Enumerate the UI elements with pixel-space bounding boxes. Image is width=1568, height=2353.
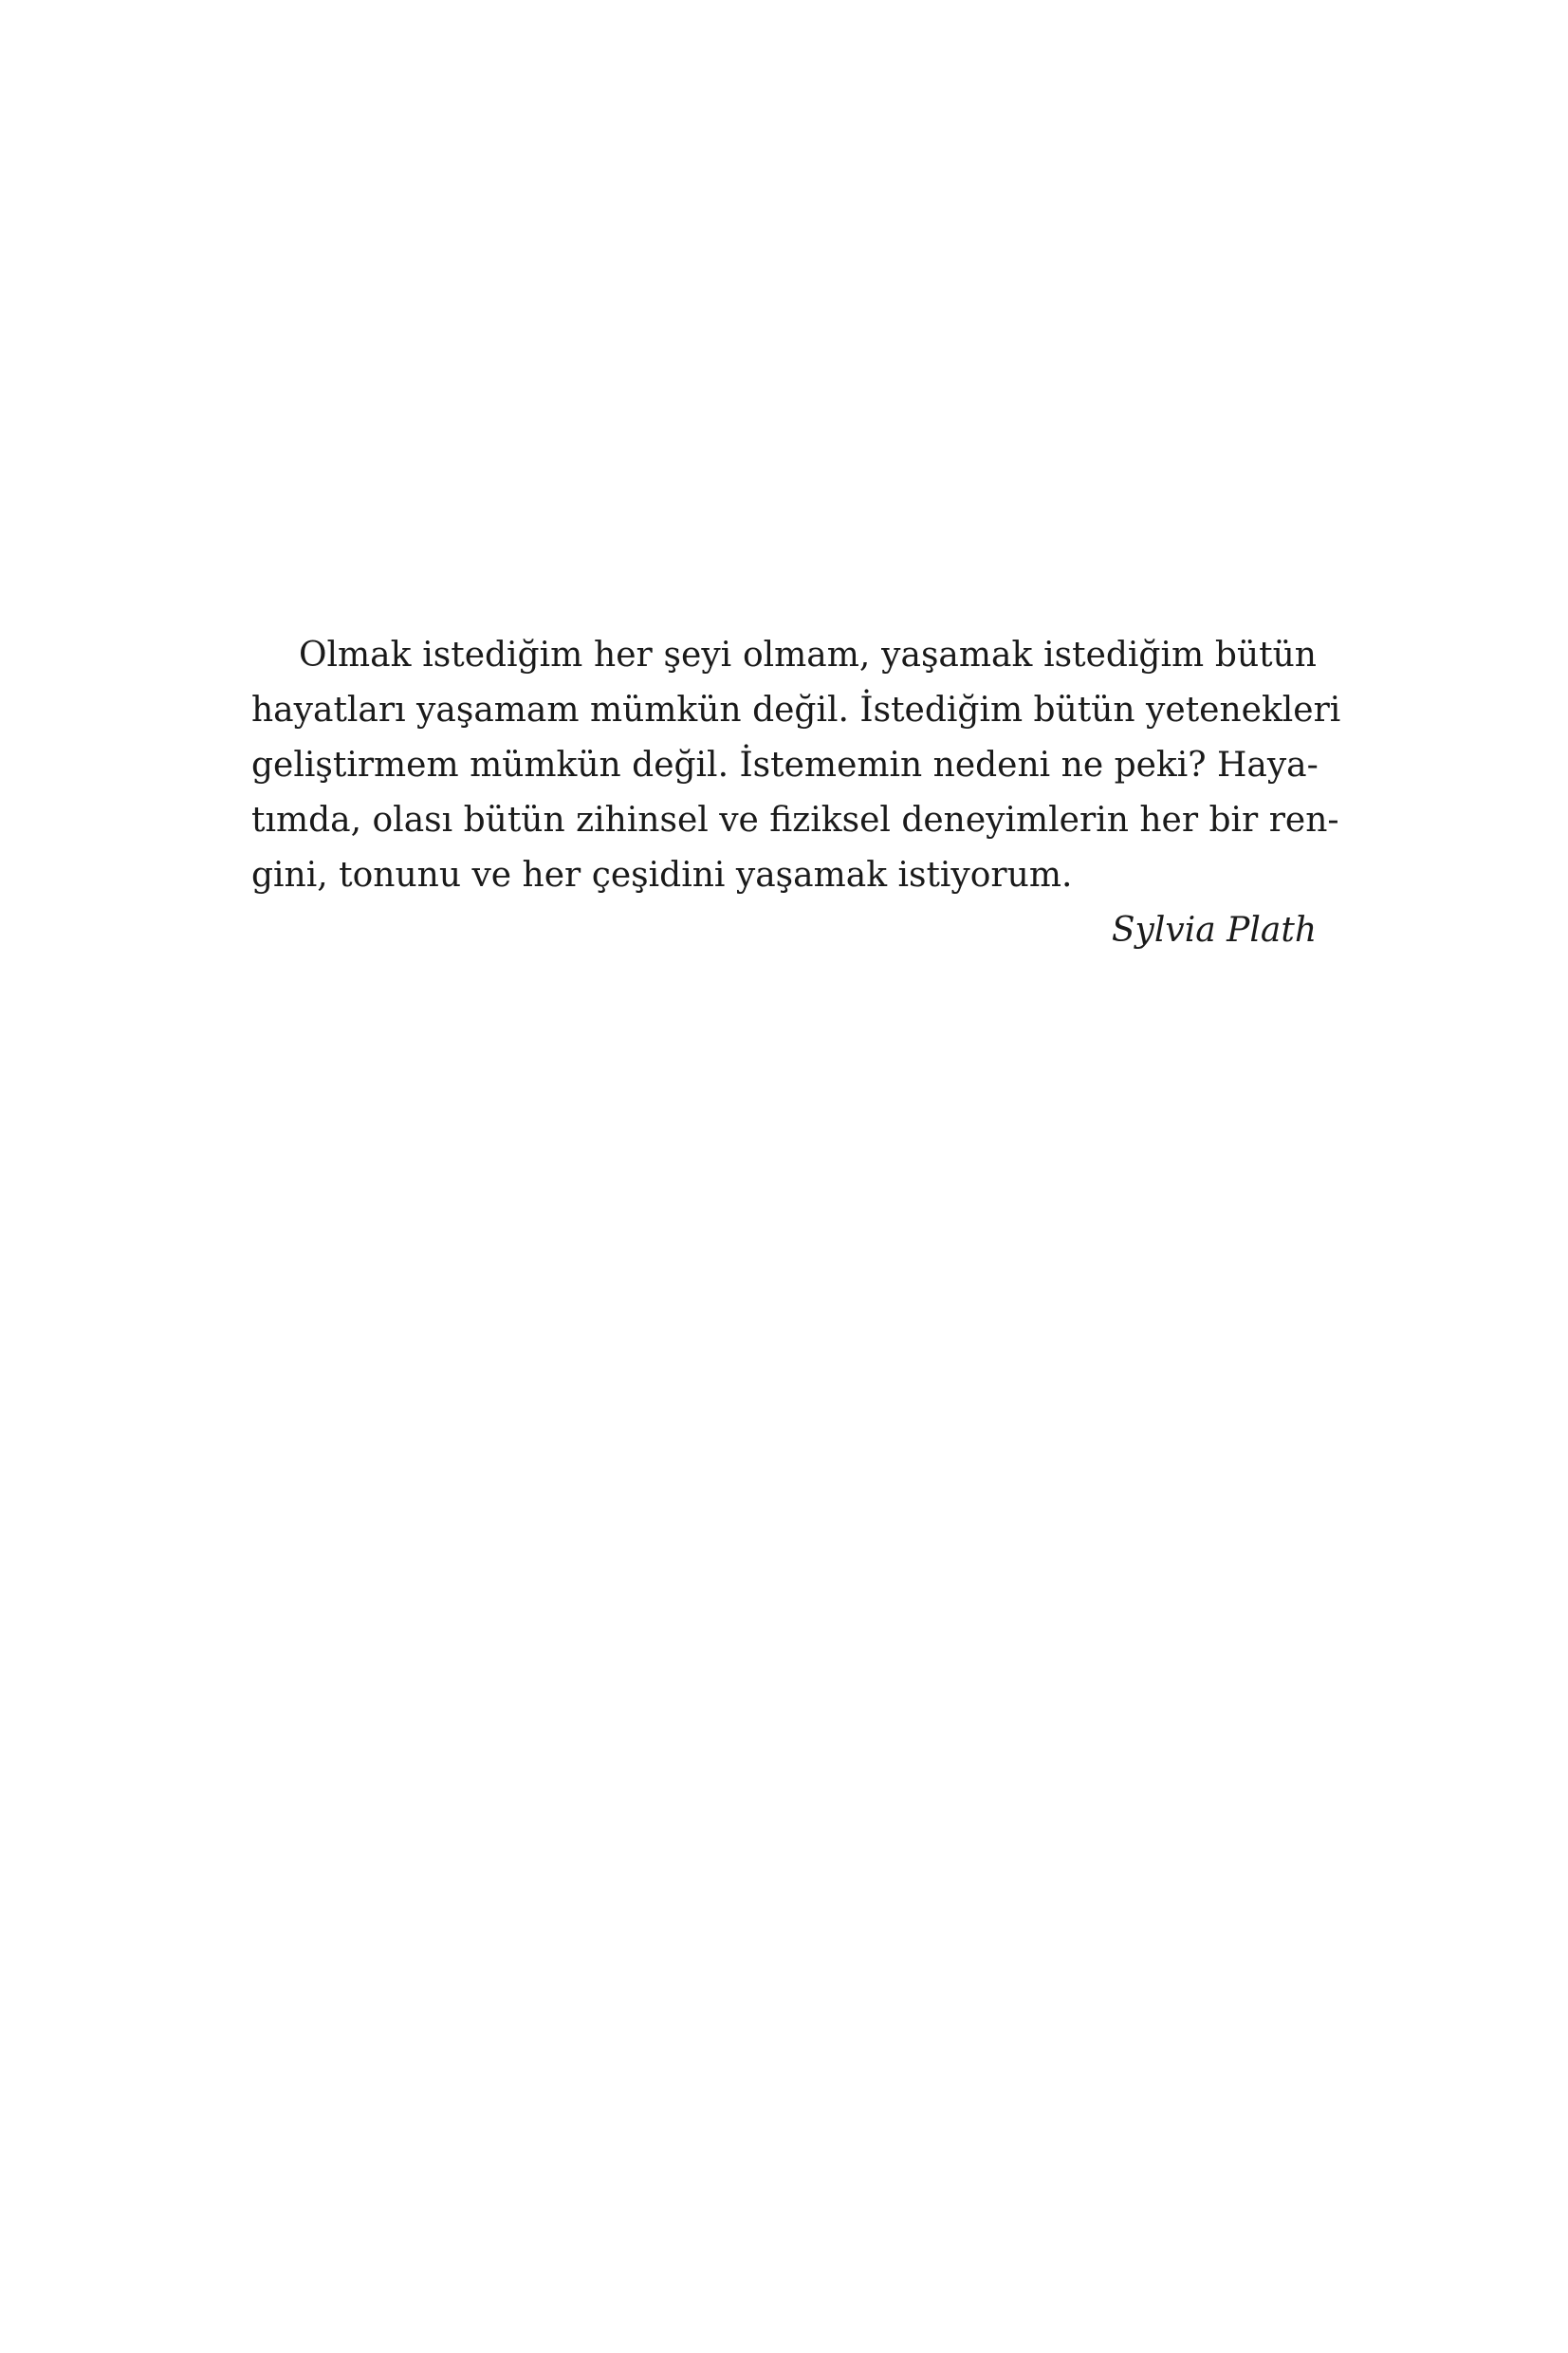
quote-line: hayatları yaşamam mümkün değil. İstediğim bütün yetenekleri: [251, 691, 1341, 730]
epigraph-quote: [251, 628, 1341, 958]
quote-line: Olmak istediğim her şeyi olmam, yaşamak istediğim bütün: [299, 636, 1317, 675]
quote-line: geliştirmem mümkün değil. İstememin nedeni ne peki? Haya-: [251, 746, 1319, 785]
quote-line: gini, tonunu ve her çeşidini yaşamak istiyorum.: [251, 856, 1073, 895]
quote-line: tımda, olası bütün zihinsel ve fiziksel deneyimlerin her bir ren-: [251, 801, 1339, 840]
quote-author: Sylvia Plath: [1111, 911, 1317, 950]
